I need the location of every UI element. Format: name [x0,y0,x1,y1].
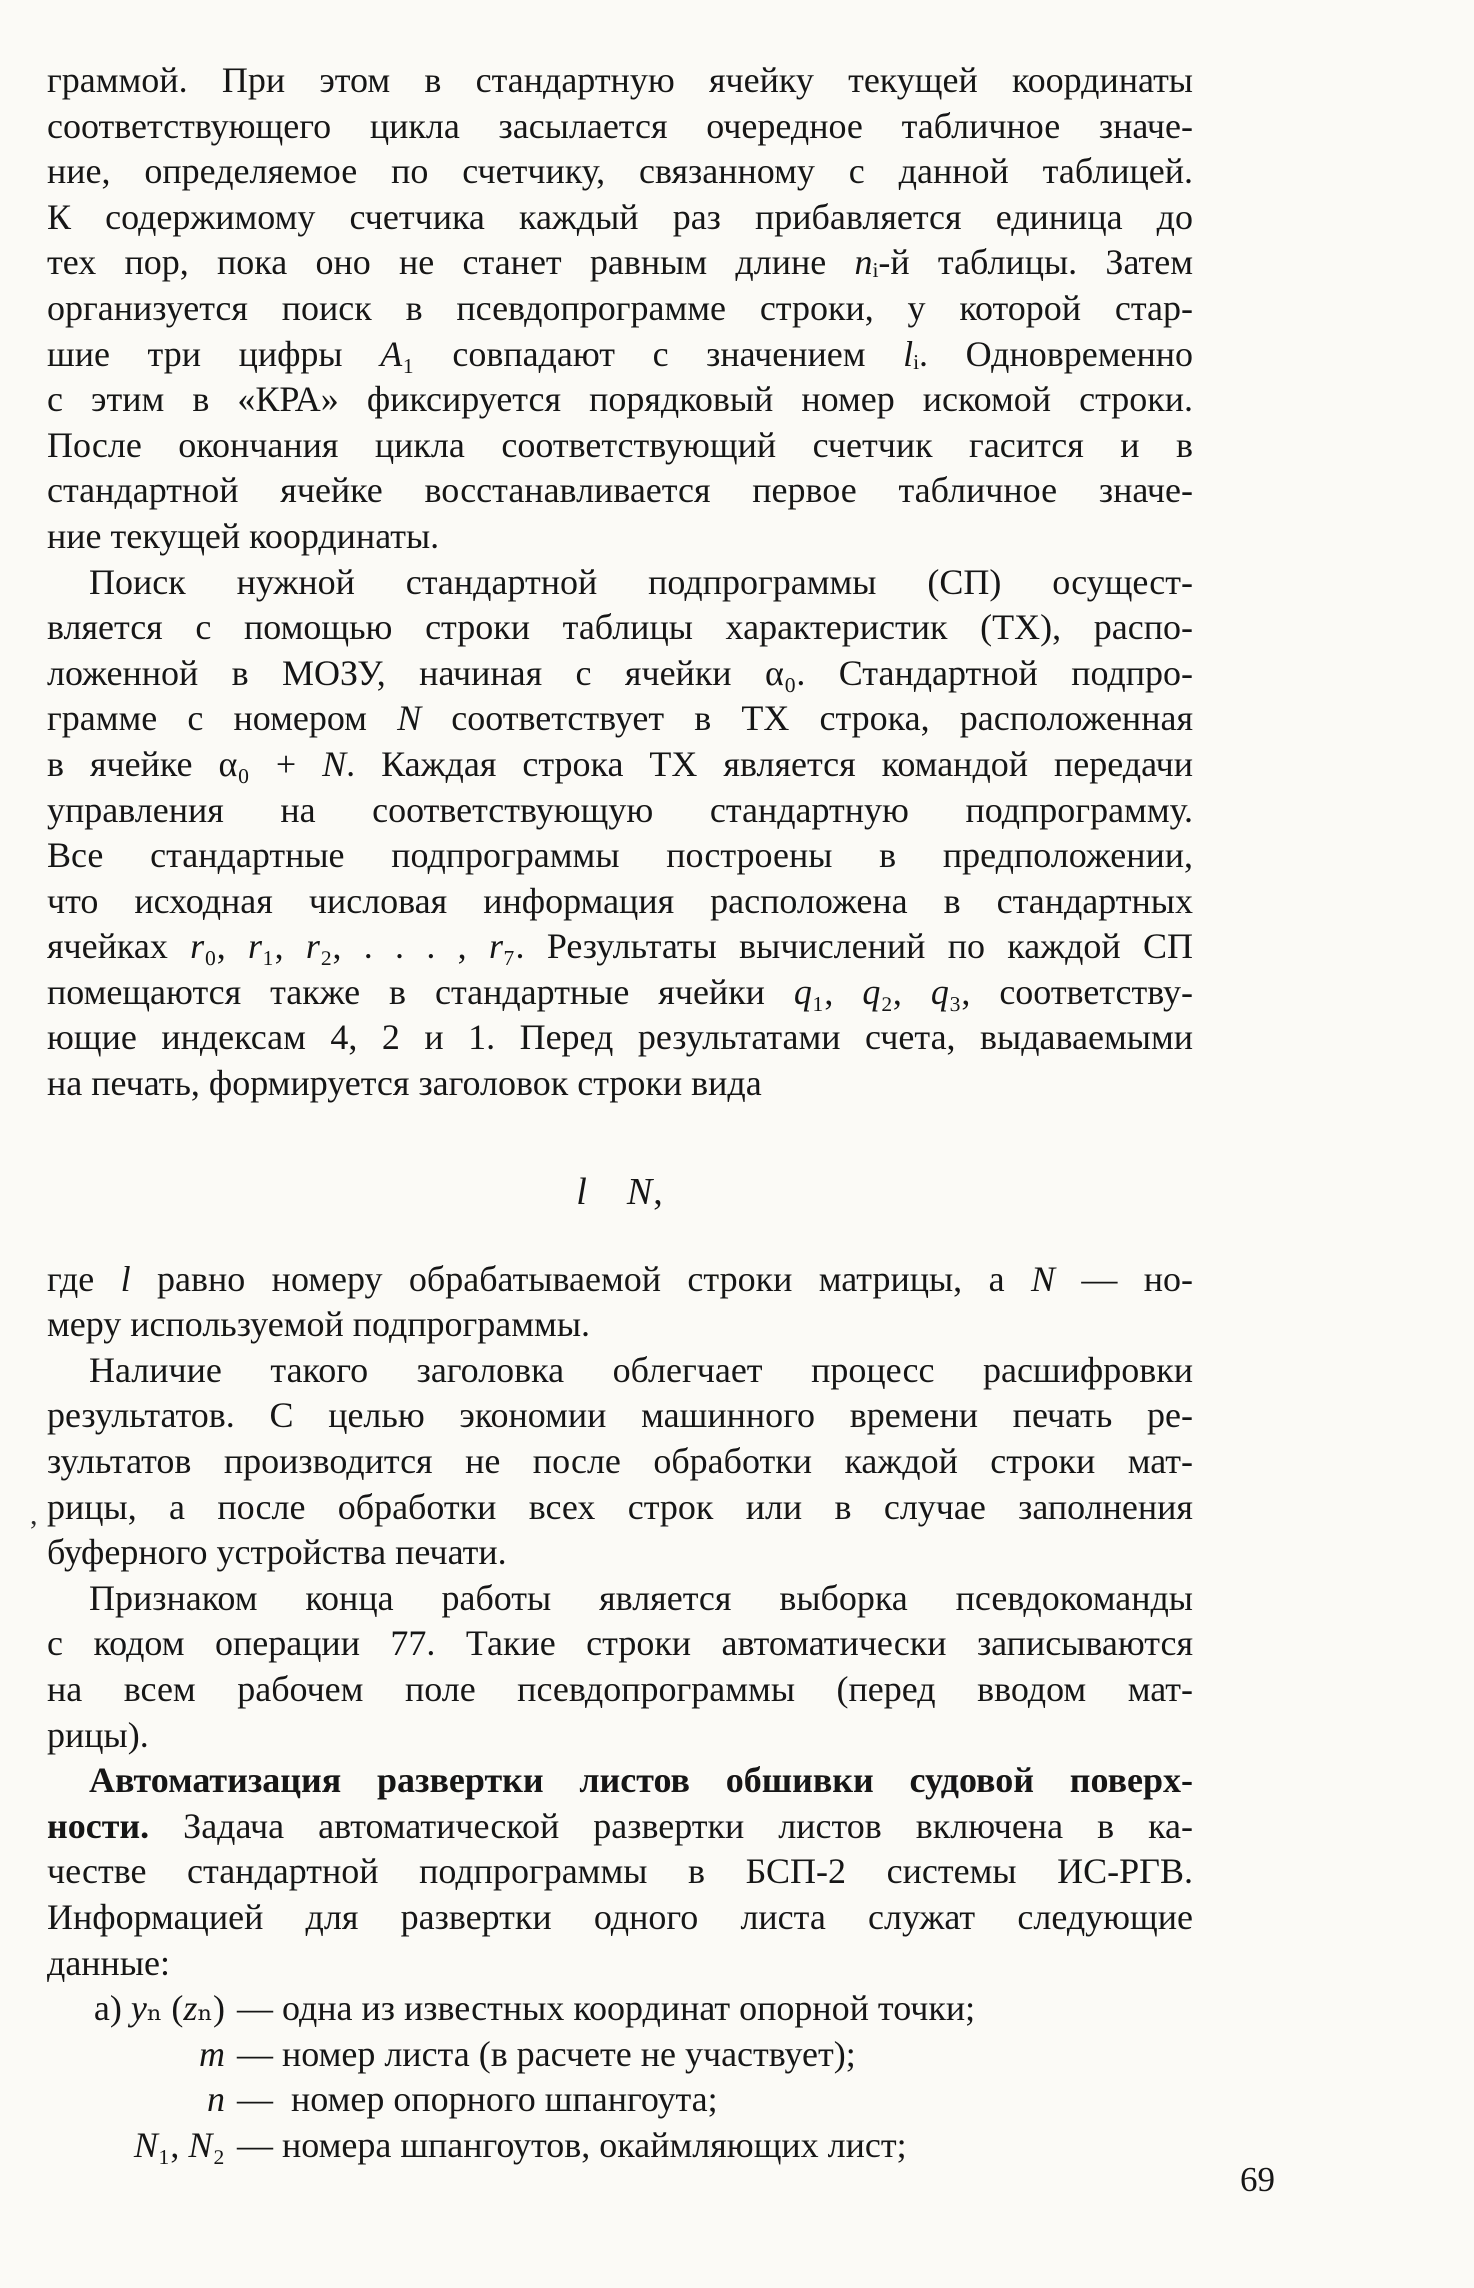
text-line: результатов. С целью экономии машинного времени печать ре- [47,1395,1193,1436]
text-line: зультатов производится не после обработки каждой строки мат- [47,1441,1193,1482]
list-item [47,1986,1193,2032]
text-line: ющие индексам 4, 2 и 1. Перед результатами счета, выдаваемыми [47,1017,1193,1058]
text-line: рицы, а после обработки всех строк или в случае заполнения [47,1486,1193,1527]
list-item-symbol: m [199,2033,225,2074]
text-line: Признаком конца работы является выборка псевдокоманды [89,1577,1193,1618]
text-line: ности. Задача автоматической развертки листов включена в ка- [47,1805,1193,1846]
paragraph-4 [47,1348,1193,1576]
page-number: 69 [1240,2160,1275,2199]
text-line: ние, определяемое по счетчику, связанному с данной таблицей. [47,151,1193,192]
paragraph-2 [47,560,1193,1107]
text-line: Поиск нужной стандартной подпрограммы (СП) осущест- [89,561,1193,602]
text-line: ложенной в МОЗУ, начиная с ячейки α₀. Стандартной подпро- [47,652,1193,693]
list-item-symbol: N₁, N₂ [133,2124,225,2165]
list-item-symbol: n [207,2079,225,2120]
list-item-description: — номера шпангоутов, окаймляющих лист; [237,2124,907,2165]
text-line: с кодом операции 77. Такие строки автоматически записываются [47,1623,1193,1664]
text-line: Информацией для развертки одного листа служат следующие [47,1896,1193,1937]
text-line: соответствующего цикла засылается очередное табличное значе- [47,105,1193,146]
text-line: К содержимому счетчика каждый раз прибавляется единица до [47,196,1193,237]
text-line: честве стандартной подпрограммы в БСП-2 системы ИС-РГВ. [47,1851,1193,1892]
text-line: ячейках r₀, r₁, r₂, . . . , r₇. Результаты вычислений по каждой СП [47,926,1193,967]
text-line: на печать, формируется заголовок строки вида [47,1063,762,1104]
text-line: ние текущей координаты. [47,515,440,556]
list-item-description: — одна из известных координат опорной точки; [237,1988,976,2029]
text-line: помещаются также в стандартные ячейки q₁, q₂, q₃, соответству- [47,971,1193,1012]
text-line: с этим в «КРА» фиксируется порядковый номер искомой строки. [47,379,1193,420]
formula-line: l N, [576,1170,664,1213]
text-line: Все стандартные подпрограммы построены в предположении, [47,835,1193,876]
text-line: граммой. При этом в стандартную ячейку текущей координаты [47,60,1193,100]
paragraph-6 [47,1758,1193,1986]
text-line: тех пор, пока оно не станет равным длине nᵢ-й таблицы. Затем [47,242,1193,283]
print-artifact: , [30,1498,38,1531]
text-line: данные: [47,1942,170,1983]
text-line: где l равно номеру обрабатываемой строки матрицы, а N — но- [47,1258,1193,1299]
text-line: что исходная числовая информация расположена в стандартных [47,880,1193,921]
text-line: После окончания цикла соответствующий счетчик гасится и в [47,424,1193,465]
text-line: шие три цифры A₁ совпадают с значением lᵢ. Одновременно [47,333,1193,374]
text-line: вляется с помощью строки таблицы характеристик (ТХ), распо- [47,607,1193,648]
paragraph-3 [47,1257,1193,1348]
text-line: в ячейке α₀ + N. Каждая строка ТХ является командой передачи [47,743,1193,784]
data-list [47,1986,1193,2168]
text-line: грамме с номером N соответствует в ТХ строка, расположенная [47,698,1193,739]
list-item-description: — номер листа (в расчете не участвует); [237,2033,856,2074]
text-line: меру используемой подпрограммы. [47,1304,591,1345]
list-item [47,2123,1193,2169]
page-text [47,58,1193,2169]
text-line: стандартной ячейке восстанавливается первое табличное значе- [47,470,1193,511]
text-line: рицы). [47,1714,149,1755]
text-line: на всем рабочем поле псевдопрограммы (перед вводом мат- [47,1669,1193,1709]
paragraph-1 [47,58,1193,560]
list-item [47,2032,1193,2078]
text-line: управления на соответствующую стандартную подпрограмму. [47,789,1193,830]
text-line: буферного устройства печати. [47,1532,507,1573]
text-line: Автоматизация развертки листов обшивки судовой поверх- [89,1760,1193,1801]
text-line: Наличие такого заголовка облегчает процесс расшифровки [89,1349,1193,1390]
list-item-description: — номер опорного шпангоута; [237,2079,718,2120]
text-line: организуется поиск в псевдопрограмме строки, у которой стар- [47,287,1193,328]
list-item [47,2077,1193,2123]
list-item-symbol: а) yₙ (zₙ) [93,1988,225,2029]
paragraph-5 [47,1576,1193,1758]
